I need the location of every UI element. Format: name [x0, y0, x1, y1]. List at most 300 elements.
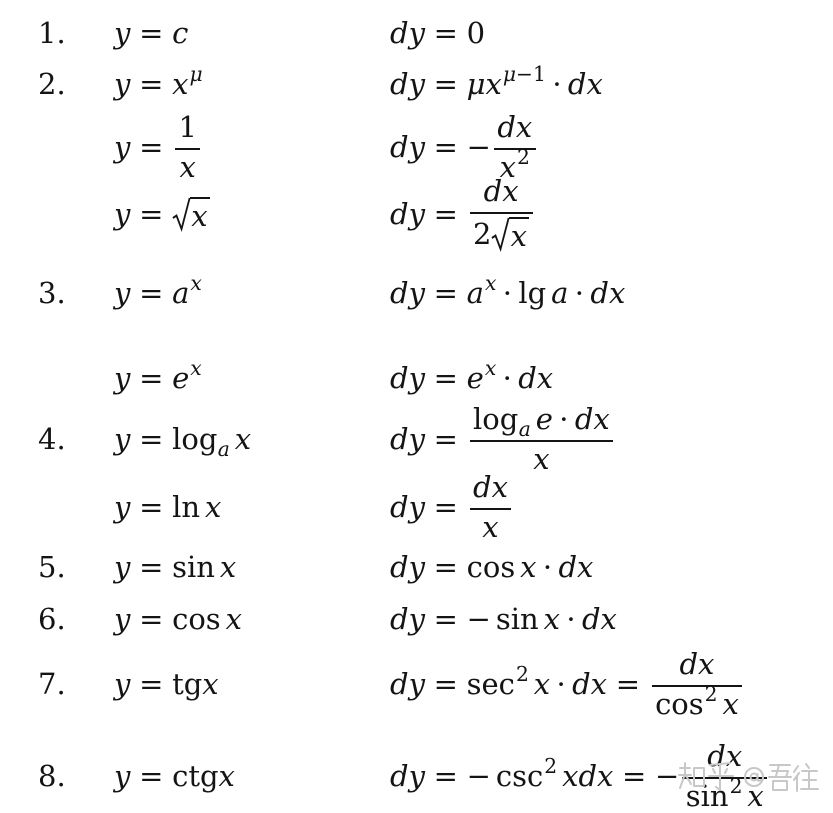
- math-variable: [581, 601, 617, 636]
- math-variable-text: a: [217, 437, 230, 462]
- dot-operator-text: ·: [574, 275, 585, 310]
- math-variable: [558, 549, 594, 584]
- equals-sign: [433, 601, 458, 636]
- math-variable: [510, 219, 527, 253]
- math-variable-text: x: [218, 758, 235, 793]
- equals-sign: [433, 129, 458, 164]
- differential-expression: [390, 109, 539, 184]
- math-variable-text: e: [466, 360, 484, 395]
- math-variable: [390, 421, 425, 456]
- math-number: [466, 15, 486, 50]
- superscript: [189, 61, 203, 86]
- math-variable: [578, 758, 614, 793]
- function-name: [495, 753, 558, 793]
- math-variable: [543, 601, 560, 636]
- math-variable: [114, 66, 131, 101]
- math-number-text: 2: [515, 661, 529, 686]
- function-name-text: csc: [495, 758, 544, 793]
- math-variable: [190, 355, 202, 380]
- math-variable: [217, 437, 230, 462]
- equals-sign: [433, 549, 458, 584]
- math-variable: [466, 355, 497, 395]
- math-variable: [219, 549, 237, 584]
- fraction-numerator: [480, 174, 522, 212]
- math-variable-text: dy: [390, 129, 425, 164]
- minus-sign-text: −: [466, 758, 491, 793]
- equals-sign-text: =: [139, 15, 164, 50]
- math-variable-text: dy: [390, 421, 425, 456]
- math-variable-text: dy: [390, 15, 425, 50]
- function-name-text: cos: [655, 686, 704, 721]
- math-number: [533, 61, 546, 86]
- function-expression: [114, 475, 221, 539]
- row-number: 1.: [38, 15, 66, 50]
- math-variable: [179, 149, 196, 184]
- equals-sign-text: =: [139, 66, 164, 101]
- math-number: [178, 109, 197, 144]
- equals-sign-text: =: [433, 66, 458, 101]
- dot-operator: [552, 66, 562, 101]
- math-variable-text: dx: [497, 109, 533, 144]
- function-name-text: cos: [172, 601, 221, 636]
- function-expression: [114, 261, 202, 325]
- fraction: [652, 646, 743, 721]
- math-variable-text: dx: [473, 469, 508, 504]
- math-variable-text: a: [518, 417, 531, 442]
- math-variable: [225, 601, 242, 636]
- math-variable: [574, 401, 610, 436]
- math-variable-text: dy: [390, 758, 425, 793]
- fraction: [175, 109, 200, 184]
- math-variable-text: dy: [390, 196, 425, 231]
- equals-sign-text: =: [433, 129, 458, 164]
- row-number: 3.: [38, 275, 66, 310]
- math-variable-text: dx: [590, 275, 626, 310]
- equals-sign-text: =: [433, 601, 458, 636]
- function-expression: [114, 109, 203, 184]
- equals-sign: [139, 66, 164, 101]
- equals-sign: [139, 275, 164, 310]
- math-variable: [562, 758, 579, 793]
- differential-expression: [390, 646, 745, 721]
- math-variable-text: x: [747, 778, 764, 813]
- function-name-text: sin: [685, 778, 729, 813]
- function-expression: [114, 52, 203, 116]
- math-variable-text: y: [114, 275, 131, 310]
- math-variable-text: y: [114, 196, 131, 231]
- row-number: 7.: [38, 666, 66, 701]
- equals-sign-text: =: [433, 489, 458, 524]
- equals-sign: [433, 66, 458, 101]
- fraction: [494, 109, 536, 184]
- function-name-text: log: [172, 421, 218, 456]
- fraction: [470, 469, 512, 544]
- differential-expression: [390, 587, 617, 651]
- math-variable-text: x: [234, 421, 252, 456]
- math-variable-text: x: [499, 149, 516, 184]
- row-number: 5.: [38, 549, 66, 584]
- math-variable-text: dx: [707, 738, 743, 773]
- math-variable-text: dy: [390, 275, 425, 310]
- row-number: 4.: [38, 421, 66, 456]
- equals-sign: [139, 196, 164, 231]
- math-variable-text: μ: [189, 61, 203, 86]
- equals-sign-text: =: [139, 758, 164, 793]
- math-number-text: 1: [178, 109, 197, 144]
- equals-sign: [139, 601, 164, 636]
- math-variable-text: dx: [558, 549, 594, 584]
- dot-operator: [574, 275, 585, 310]
- math-variable: [502, 61, 517, 86]
- formula-row: [0, 469, 833, 544]
- equals-sign-text: =: [433, 196, 458, 231]
- equals-sign: [615, 666, 641, 701]
- equals-sign: [433, 196, 458, 231]
- formula-row: [0, 52, 833, 116]
- fraction-numerator: [175, 109, 200, 148]
- equals-sign: [139, 360, 164, 395]
- math-variable: [535, 401, 553, 436]
- math-variable: [114, 549, 131, 584]
- math-variable-text: y: [114, 421, 131, 456]
- math-variable: [114, 360, 131, 395]
- superscript: [704, 681, 718, 706]
- watermark-graphic: [678, 760, 820, 794]
- formula-row: [0, 109, 833, 184]
- math-variable-text: x: [543, 601, 560, 636]
- formula-row: [0, 401, 833, 476]
- math-variable: [114, 129, 131, 164]
- row-number: 2.: [38, 66, 66, 101]
- math-variable-text: x: [482, 509, 499, 544]
- math-variable: [172, 61, 203, 101]
- math-variable-text: y: [114, 66, 131, 101]
- math-variable-text: y: [114, 758, 131, 793]
- dot-operator: [566, 601, 576, 636]
- math-variable: [202, 666, 219, 701]
- math-variable-text: dx: [574, 401, 610, 436]
- function-name-text: cos: [466, 549, 516, 584]
- math-variable-text: dx: [518, 360, 554, 395]
- radical-stroke: [173, 198, 190, 229]
- math-variable: [497, 109, 533, 144]
- fraction-numerator: [676, 646, 718, 685]
- formula-row: [0, 174, 833, 253]
- function-expression: [114, 652, 219, 716]
- dot-operator: [542, 549, 553, 584]
- math-number-text: 1: [533, 61, 546, 86]
- math-variable: [483, 174, 519, 208]
- fraction-numerator: [470, 401, 614, 442]
- math-variable-text: x: [225, 601, 242, 636]
- differential-expression: [390, 261, 625, 325]
- function-name-text: ctg: [172, 758, 219, 793]
- function-name: [172, 421, 230, 462]
- minus-sign-text: −: [466, 129, 491, 164]
- dot-operator-text: ·: [502, 360, 512, 395]
- math-variable-text: dx: [578, 758, 614, 793]
- math-variable: [533, 441, 550, 476]
- function-name: [473, 401, 531, 442]
- math-variable-text: c: [172, 15, 189, 50]
- equals-sign-text: =: [622, 758, 647, 793]
- formula-row: [0, 261, 833, 325]
- function-name-text: sin: [172, 549, 215, 584]
- fraction-denominator: [470, 214, 533, 251]
- formula-row: [0, 346, 833, 410]
- math-variable: [484, 355, 497, 380]
- math-variable: [390, 275, 425, 310]
- math-variable: [551, 275, 569, 310]
- math-variable-text: e: [535, 401, 553, 436]
- radical-sign: [491, 217, 509, 251]
- math-variable: [518, 360, 554, 395]
- math-variable: [390, 129, 425, 164]
- math-variable-text: x: [484, 355, 497, 380]
- differential-expression: [390, 469, 514, 544]
- formula-row: [0, 646, 833, 721]
- function-expression: [114, 182, 210, 246]
- fraction: [470, 401, 614, 476]
- math-variable: [114, 15, 131, 50]
- equals-sign: [139, 129, 164, 164]
- math-variable: [114, 489, 131, 524]
- differential-expression: [390, 174, 536, 253]
- math-variable: [390, 489, 425, 524]
- math-variable: [390, 758, 425, 793]
- function-expression: [114, 407, 251, 471]
- function-name: [518, 275, 547, 310]
- math-variable-text: μ: [502, 61, 517, 86]
- dot-operator-text: ·: [502, 275, 512, 310]
- math-variable-text: a: [172, 275, 190, 310]
- math-number-text: 2: [729, 773, 743, 798]
- math-variable: [390, 15, 425, 50]
- minus-sign: [466, 758, 491, 793]
- math-variable-text: dy: [390, 489, 425, 524]
- superscript: [515, 661, 529, 686]
- fraction-numerator: [494, 109, 536, 148]
- function-name: [172, 549, 215, 584]
- function-name: [466, 661, 529, 701]
- equals-sign: [433, 360, 458, 395]
- math-variable-text: x: [172, 66, 189, 101]
- math-number-text: 2: [473, 216, 492, 251]
- math-variable: [114, 196, 131, 231]
- equals-sign-text: =: [139, 489, 164, 524]
- math-variable-text: dx: [572, 666, 608, 701]
- function-name: [172, 601, 221, 636]
- math-variable-text: dy: [390, 66, 425, 101]
- row-number: 8.: [38, 758, 66, 793]
- superscript: [190, 270, 202, 295]
- math-number-text: 2: [704, 681, 718, 706]
- equals-sign-text: =: [139, 275, 164, 310]
- math-variable-text: x: [520, 549, 537, 584]
- dot-operator: [556, 666, 566, 701]
- equals-sign-text: =: [139, 421, 164, 456]
- math-variable-text: y: [114, 360, 131, 395]
- math-variable: [172, 355, 202, 395]
- function-name-text: sec: [466, 666, 515, 701]
- dot-operator: [502, 275, 512, 310]
- differential-expression: [390, 401, 616, 476]
- math-variable: [390, 601, 425, 636]
- equals-sign-text: =: [433, 360, 458, 395]
- function-name-text: lg: [518, 275, 547, 310]
- math-variable: [390, 196, 425, 231]
- math-variable: [390, 66, 425, 101]
- equals-sign: [433, 489, 458, 524]
- math-variable-text: dx: [581, 601, 617, 636]
- math-number: [544, 753, 558, 778]
- minus-sign-text: −: [655, 758, 680, 793]
- function-name: [495, 601, 539, 636]
- radicand: [190, 197, 210, 231]
- math-variable: [590, 275, 626, 310]
- equals-sign-text: =: [433, 549, 458, 584]
- math-variable: [572, 666, 608, 701]
- math-variable-text: dy: [390, 360, 425, 395]
- math-variable-text: μ: [466, 66, 486, 101]
- math-variable: [204, 489, 222, 524]
- dot-operator-text: ·: [552, 66, 562, 101]
- math-number-text: 2: [544, 753, 558, 778]
- math-variable: [390, 666, 425, 701]
- math-variable-text: x: [204, 489, 222, 524]
- differential-expression: [390, 52, 603, 116]
- math-variable: [390, 360, 425, 395]
- math-variable: [518, 417, 531, 442]
- equals-sign-text: =: [433, 15, 458, 50]
- math-variable: [189, 61, 203, 86]
- radical-stroke: [492, 218, 509, 249]
- function-name-text: ln: [172, 489, 201, 524]
- square-root: [491, 217, 529, 251]
- math-variable-text: dy: [390, 601, 425, 636]
- math-variable-text: a: [466, 275, 484, 310]
- math-variable-text: dy: [390, 549, 425, 584]
- math-variable: [473, 469, 508, 504]
- dot-operator-text: ·: [566, 601, 576, 636]
- math-variable-text: x: [533, 666, 551, 701]
- equals-sign: [433, 421, 458, 456]
- superscript: [502, 61, 546, 86]
- math-variable-text: dx: [483, 174, 519, 208]
- function-expression: [114, 587, 242, 651]
- equals-sign: [433, 15, 458, 50]
- fraction-denominator: [176, 150, 199, 182]
- math-variable: [485, 61, 546, 101]
- function-name: [172, 666, 203, 701]
- function-name: [172, 489, 201, 524]
- equals-sign: [433, 758, 458, 793]
- function-expression: [114, 346, 202, 410]
- superscript: [484, 355, 497, 380]
- radical-sign: [172, 197, 190, 231]
- math-number-text: 0: [466, 15, 486, 50]
- math-variable-text: x: [190, 355, 202, 380]
- equals-sign-text: =: [433, 275, 458, 310]
- math-variable: [679, 646, 715, 681]
- math-variable: [390, 549, 425, 584]
- math-variable: [114, 758, 131, 793]
- minus-sign-text: −: [466, 601, 491, 636]
- fraction-denominator: [530, 442, 553, 474]
- dot-operator: [559, 401, 569, 436]
- math-number: [473, 216, 492, 251]
- math-variable: [466, 270, 497, 310]
- dot-operator-text: ·: [542, 549, 553, 584]
- math-variable: [114, 421, 131, 456]
- function-name: [466, 549, 516, 584]
- superscript: [544, 753, 558, 778]
- equals-sign-text: =: [433, 421, 458, 456]
- equals-sign-text: =: [139, 666, 164, 701]
- equals-sign: [139, 489, 164, 524]
- superscript: [484, 270, 497, 295]
- math-variable: [114, 275, 131, 310]
- minus-sign-text: −: [516, 61, 534, 86]
- fraction-denominator: [652, 681, 743, 721]
- minus-sign: [655, 758, 680, 793]
- equals-sign: [433, 275, 458, 310]
- math-variable-text: e: [172, 360, 190, 395]
- math-variable: [520, 549, 537, 584]
- equals-sign-text: =: [139, 549, 164, 584]
- math-variable-text: x: [533, 441, 550, 476]
- square-root: [172, 197, 210, 231]
- equals-sign: [139, 15, 164, 50]
- equals-sign: [139, 549, 164, 584]
- math-variable-text: x: [190, 270, 202, 295]
- math-variable-text: dy: [390, 666, 425, 701]
- function-name-text: sin: [495, 601, 539, 636]
- minus-sign: [516, 61, 534, 86]
- math-variable: [567, 66, 603, 101]
- math-variable-text: x: [191, 199, 208, 233]
- math-number-text: 2: [517, 144, 530, 169]
- dot-operator: [502, 360, 512, 395]
- fraction: [470, 174, 533, 253]
- equals-sign-text: =: [433, 666, 458, 701]
- equals-sign: [139, 758, 164, 793]
- math-variable: [191, 199, 208, 233]
- math-variable-text: y: [114, 601, 131, 636]
- math-variable-text: y: [114, 129, 131, 164]
- math-variable: [234, 421, 252, 456]
- fraction-numerator: [470, 469, 512, 508]
- math-variable: [172, 15, 189, 50]
- superscript: [517, 144, 530, 169]
- equals-sign: [139, 421, 164, 456]
- equals-sign-text: =: [139, 129, 164, 164]
- math-variable: [218, 758, 235, 793]
- formula-row: [0, 587, 833, 651]
- minus-sign: [466, 601, 491, 636]
- dot-operator-text: ·: [556, 666, 566, 701]
- radicand: [509, 217, 529, 251]
- math-variable: [466, 66, 486, 101]
- subscript: [518, 417, 531, 442]
- equals-sign: [622, 758, 647, 793]
- math-variable: [190, 270, 202, 295]
- function-name-text: tg: [172, 666, 203, 701]
- minus-sign: [466, 129, 491, 164]
- equals-sign-text: =: [139, 196, 164, 231]
- equals-sign-text: =: [139, 360, 164, 395]
- math-variable-text: y: [114, 15, 131, 50]
